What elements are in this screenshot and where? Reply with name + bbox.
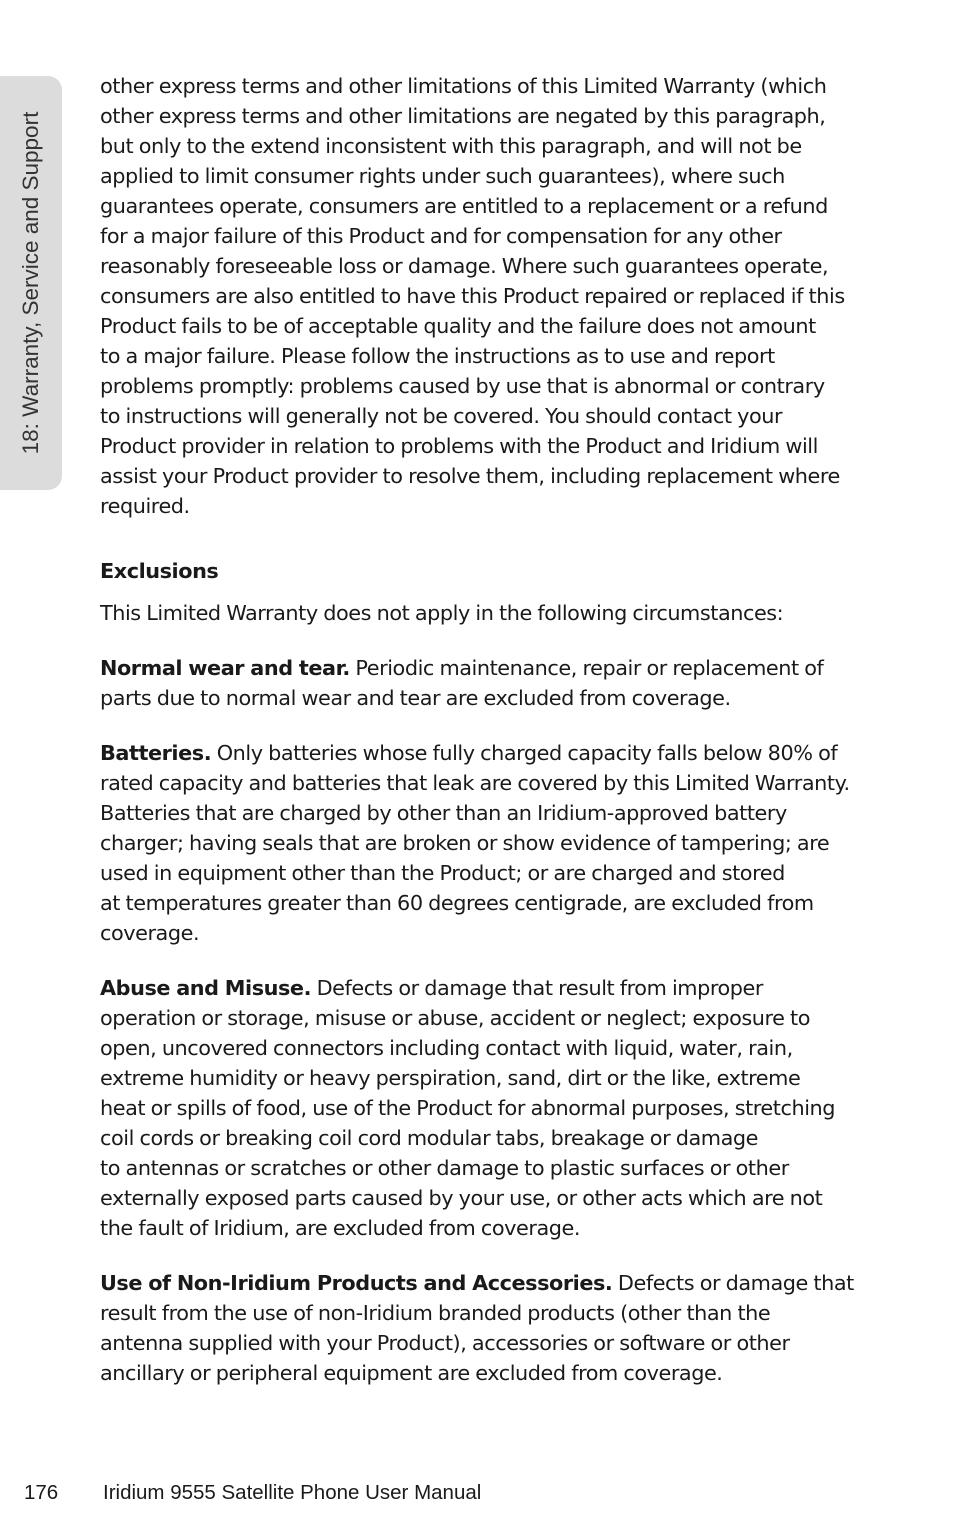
page-content	[100, 71, 890, 1388]
text-line: problems promptly: problems caused by use that is abnormal or contrary	[100, 374, 825, 398]
chapter-side-tab-label: 18: Warranty, Service and Support	[18, 111, 43, 455]
text-line	[100, 973, 890, 1003]
text-line: used in equipment other than the Product; or are charged and stored	[100, 861, 785, 885]
exclusions-intro: This Limited Warranty does not apply in the following circumstances:	[100, 601, 784, 625]
intro-paragraph	[100, 71, 890, 521]
text-line: parts due to normal wear and tear are excluded from coverage.	[100, 686, 731, 710]
text-line: to antennas or scratches or other damage to plastic surfaces or other	[100, 1156, 789, 1180]
exclusion-item-non-iridium	[100, 1268, 890, 1388]
text-line: operation or storage, misuse or abuse, accident or neglect; exposure to	[100, 1006, 811, 1030]
text-line: ancillary or peripheral equipment are excluded from coverage.	[100, 1361, 723, 1385]
text-line: to a major failure. Please follow the instructions as to use and report	[100, 344, 775, 368]
text-line: Product fails to be of acceptable quality and the failure does not amount	[100, 314, 816, 338]
exclusion-term: Abuse and Misuse.	[100, 976, 312, 1000]
text-line: consumers are also entitled to have this Product repaired or replaced if this	[100, 284, 845, 308]
text-line: reasonably foreseeable loss or damage. Where such guarantees operate,	[100, 254, 829, 278]
text-line: Batteries that are charged by other than an Iridium-approved battery	[100, 801, 787, 825]
exclusions-heading: Exclusions	[100, 559, 219, 583]
text-line: coverage.	[100, 921, 200, 945]
exclusion-item-batteries	[100, 738, 890, 948]
text-line: externally exposed parts caused by your use, or other acts which are not	[100, 1186, 823, 1210]
text-line: applied to limit consumer rights under such guarantees), where such	[100, 164, 785, 188]
text-line: the fault of Iridium, are excluded from coverage.	[100, 1216, 581, 1240]
text-line: other express terms and other limitations are negated by this paragraph,	[100, 104, 826, 128]
text-line: other express terms and other limitations of this Limited Warranty (which	[100, 74, 827, 98]
text-line: extreme humidity or heavy perspiration, sand, dirt or the like, extreme	[100, 1066, 801, 1090]
exclusion-item-normal-wear	[100, 653, 890, 713]
text-line: result from the use of non-Iridium branded products (other than the	[100, 1301, 771, 1325]
text-line	[100, 1268, 890, 1298]
text-line: open, uncovered connectors including contact with liquid, water, rain,	[100, 1036, 793, 1060]
exclusion-term: Batteries.	[100, 741, 212, 765]
text-line: at temperatures greater than 60 degrees centigrade, are excluded from	[100, 891, 814, 915]
text-line	[100, 738, 890, 768]
text-line: assist your Product provider to resolve them, including replacement where	[100, 464, 840, 488]
text-line: Product provider in relation to problems with the Product and Iridium will	[100, 434, 818, 458]
exclusion-text: Only batteries whose fully charged capacity falls below 80% of	[211, 741, 838, 765]
text-line: to instructions will generally not be covered. You should contact your	[100, 404, 783, 428]
exclusion-text: Defects or damage that result from improper	[311, 976, 763, 1000]
text-line: charger; having seals that are broken or show evidence of tampering; are	[100, 831, 830, 855]
exclusion-item-abuse-misuse	[100, 973, 890, 1243]
text-line: antenna supplied with your Product), accessories or software or other	[100, 1331, 790, 1355]
text-line: required.	[100, 494, 190, 518]
text-line: rated capacity and batteries that leak are covered by this Limited Warranty.	[100, 771, 850, 795]
text-line	[100, 653, 890, 683]
page-number: 176	[24, 1481, 59, 1504]
text-line: guarantees operate, consumers are entitled to a replacement or a refund	[100, 194, 828, 218]
exclusion-text: Periodic maintenance, repair or replacement of	[349, 656, 824, 680]
exclusion-text: Defects or damage that	[612, 1271, 854, 1295]
text-line: coil cords or breaking coil cord modular tabs, breakage or damage	[100, 1126, 758, 1150]
chapter-side-tab	[0, 76, 62, 490]
text-line: heat or spills of food, use of the Product for abnormal purposes, stretching	[100, 1096, 836, 1120]
text-line: for a major failure of this Product and for compensation for any other	[100, 224, 782, 248]
text-line: but only to the extend inconsistent with this paragraph, and will not be	[100, 134, 802, 158]
manual-title: Iridium 9555 Satellite Phone User Manual	[103, 1481, 482, 1504]
exclusion-term: Use of Non-Iridium Products and Accessories.	[100, 1271, 613, 1295]
exclusion-term: Normal wear and tear.	[100, 656, 350, 680]
